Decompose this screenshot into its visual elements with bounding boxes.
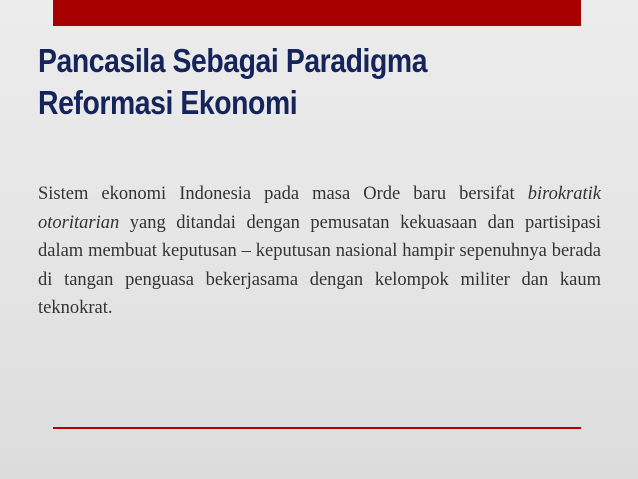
- top-accent-bar: [53, 0, 581, 26]
- bottom-divider: [53, 427, 581, 429]
- body-text-part-2: yang ditandai dengan pemusatan kekuasaan dan partisipasi dalam membuat keputusan – keputusan nasional hampir sepenuhnya berada di tangan penguasa bekerjasama dengan kelompok militer dan kaum teknokrat.: [38, 212, 601, 318]
- slide-title: [38, 40, 427, 124]
- slide-title-line-1: Pancasila Sebagai Paradigma: [38, 42, 428, 79]
- slide-title-line-2: Reformasi Ekonomi: [38, 84, 298, 121]
- slide-body-paragraph: [38, 180, 601, 323]
- body-text-emphasis: birokratik otoritarian: [38, 184, 601, 233]
- body-text-part-1: Sistem ekonomi Indonesia pada masa Orde baru bersifat: [38, 184, 528, 204]
